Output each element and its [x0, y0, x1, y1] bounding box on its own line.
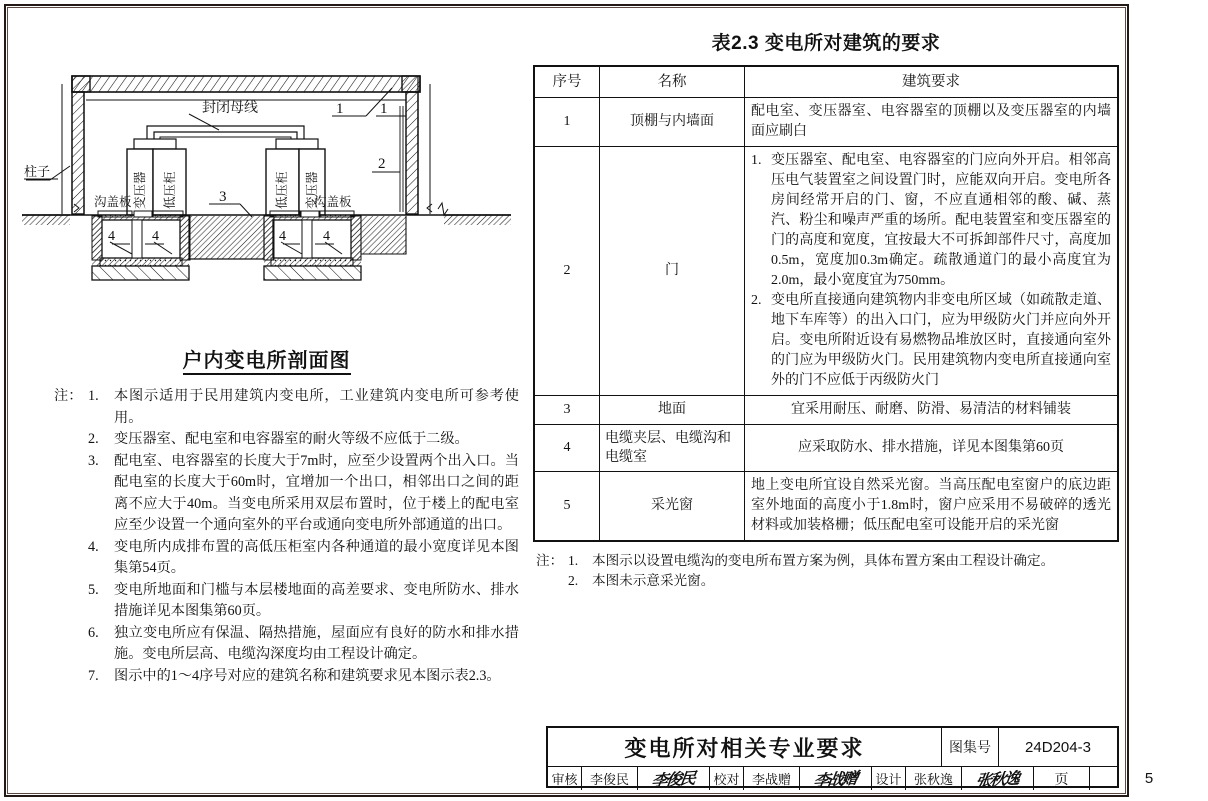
col-header-req: 建筑要求 [745, 66, 1119, 98]
cell-name: 电缆夹层、电缆沟和电缆室 [600, 425, 745, 472]
note-number: 4. [88, 538, 99, 555]
proofreader-signature [800, 767, 872, 790]
note-text: 变压器室、配电室和电容器室的耐火等级不应低于二级。 [114, 431, 469, 447]
drawing-title-text: 户内变电所剖面图 [183, 350, 351, 375]
label-cabinet-lv-right: 低压柜 [275, 171, 289, 209]
note-item [54, 537, 519, 580]
requirement-item-text: 变电所直接通向建筑物内非变电所区域（如疏散走道、地下车库等）的出入口门，应为甲级防火门并应向外开启。变电所附近设有易燃物品堆放区时，直接通向室外的门应为甲级防火门。民用建筑物内变电所直接通向室外的门不应低于丙级防火门 [771, 293, 1111, 388]
sheet-title: 变电所对相关专业要求 [548, 728, 942, 766]
callout-1a: 1 [336, 101, 344, 117]
note-item [536, 571, 1119, 591]
table-row [534, 98, 1118, 147]
role-label-proofread: 校对 [710, 767, 744, 790]
note-item [54, 386, 519, 429]
note-number: 7. [88, 667, 99, 684]
label-trench-cover-right: 沟盖板 [314, 195, 352, 209]
note-number: 2. [568, 573, 579, 588]
requirement-paragraph: 配电室、变压器室、电容器室的顶棚以及变压器室的内墙面应刷白 [751, 104, 1111, 139]
callout-4c: 4 [279, 229, 286, 244]
note-item [536, 551, 1119, 571]
drawing-title [14, 344, 519, 373]
label-trench-cover-left: 沟盖板 [94, 195, 132, 209]
cell-requirement [745, 147, 1119, 396]
note-item [54, 623, 519, 666]
page-number-value: 5 [1144, 770, 1154, 787]
right-column [533, 14, 1119, 591]
signature-glyph: 李俊民 [650, 770, 696, 791]
cell-name: 门 [600, 147, 745, 396]
note-number: 6. [88, 624, 99, 641]
label-cabinet-transformer-left: 变压器 [133, 171, 147, 209]
label-cabinet-transformer-right: 变压器 [305, 171, 319, 209]
callout-2: 2 [378, 156, 386, 172]
table-title: 表2.3 变电所对建筑的要求 [711, 33, 941, 54]
cell-no: 5 [534, 472, 600, 542]
section-drawing [14, 54, 519, 334]
cell-name: 地面 [600, 396, 745, 425]
note-item [54, 580, 519, 623]
designer-signature [962, 767, 1034, 790]
note-text: 本图示以设置电缆沟的变电所布置方案为例，具体布置方案由工程设计确定。 [592, 553, 1055, 568]
table-row [534, 425, 1118, 472]
signature-glyph: 李战赠 [812, 770, 858, 791]
table-notes-block [533, 551, 1119, 591]
proofreader-name: 李战赠 [744, 767, 800, 790]
callout-3: 3 [219, 189, 227, 205]
note-text: 配电室、电容器室的长度大于7m时，应至少设置两个出入口。当配电室的长度大于60m时，宜增加一个出口，相邻出口之间的距离不应大于40m。当变电所采用双层布置时，位于楼上的配电室应至少设置一个通向室外的平台或通向变电所外部通道的出口。 [114, 452, 519, 533]
note-item [54, 451, 519, 537]
reviewer-name: 李俊民 [582, 767, 638, 790]
title-block-bottom-row [548, 767, 1154, 791]
table-row [534, 472, 1118, 542]
callout-4b: 4 [152, 229, 159, 244]
note-text: 独立变电所应有保温、隔热措施，屋面应有良好的防水和排水措施。变电所层高、电缆沟深度均由工程设计确定。 [114, 624, 519, 662]
atlas-number-label: 图集号 [942, 728, 999, 766]
cell-no: 3 [534, 396, 600, 425]
cell-requirement [745, 472, 1119, 542]
table-notes-lead-label: 注： [536, 553, 564, 568]
col-header-name: 名称 [600, 66, 745, 98]
left-column [14, 14, 519, 774]
note-number: 5. [88, 581, 99, 598]
note-item [54, 429, 519, 451]
title-block-top-row [548, 728, 1117, 767]
callout-4d: 4 [323, 229, 330, 244]
requirement-paragraph: 地上变电所宜设自然采光窗。当高压配电室窗户的底边距室外地面的高度小于1.8m时，窗户应采用不易破碎的透光材料或加装格栅；低压配电室可设能开启的采光窗 [751, 478, 1111, 533]
left-notes-block [54, 386, 519, 687]
reviewer-signature [638, 767, 710, 790]
callout-4a: 4 [108, 229, 115, 244]
label-busbar: 封闭母线 [202, 99, 258, 115]
designer-name: 张秋逸 [906, 767, 962, 790]
note-text: 本图示适用于民用建筑内变电所，工业建筑内变电所可参考使用。 [114, 388, 519, 426]
note-number: 1. [568, 553, 579, 568]
signature-glyph: 张秋逸 [974, 770, 1020, 791]
label-cabinet-lv-left: 低压柜 [163, 171, 177, 209]
note-item [54, 666, 519, 688]
notes-lead-label: 注： [54, 388, 83, 404]
note-number: 3. [88, 452, 99, 469]
page-number-label: 页 [1034, 767, 1090, 790]
note-text: 图示中的1～4序号对应的建筑名称和建筑要求见本图示表2.3。 [114, 667, 501, 684]
cell-no: 2 [534, 147, 600, 396]
requirements-table [533, 65, 1119, 542]
role-label-design: 设计 [872, 767, 906, 790]
table-header-row [534, 66, 1118, 98]
note-text: 变电所地面和门槛与本层楼地面的高差要求、变电所防水、排水措施详见本图集第60页。 [114, 581, 519, 619]
table-row [534, 147, 1118, 396]
col-header-no: 序号 [534, 66, 600, 98]
cell-name: 采光窗 [600, 472, 745, 542]
callout-1b: 1 [380, 101, 388, 117]
cell-no: 4 [534, 425, 600, 472]
cell-requirement: 应采取防水、排水措施，详见本图集第60页 [745, 425, 1119, 472]
note-text: 本图未示意采光窗。 [592, 573, 715, 588]
cell-requirement [745, 98, 1119, 147]
requirement-item-number: 2. [751, 293, 762, 308]
cell-no: 1 [534, 98, 600, 147]
requirement-list-item [751, 291, 1111, 391]
cell-requirement: 宜采用耐压、耐磨、防滑、易清洁的材料铺装 [745, 396, 1119, 425]
atlas-number-value: 24D204-3 [1025, 738, 1091, 756]
label-column: 柱子 [24, 164, 51, 179]
title-block [546, 726, 1154, 791]
requirement-item-number: 1. [751, 153, 762, 168]
substation-section-drawing [14, 54, 519, 334]
requirement-list [751, 151, 1111, 391]
table-row [534, 396, 1118, 425]
note-number: 2. [88, 431, 99, 447]
note-number: 1. [88, 388, 99, 404]
note-text: 变电所内成排布置的高低压柜室内各种通道的最小宽度详见本图集第54页。 [114, 538, 519, 576]
requirement-item-text: 变压器室、配电室、电容器室的门应向外开启。相邻高压电气装置室之间设置门时，应能双向开启。变电所各房间经常开启的门、窗，不应直通相邻的酸、碱、蒸汽、粉尘和噪声严重的场所。配电装置室和变压器室的门的高度和宽度，宜按最大不可拆卸部件尺寸，高度加0.5m，宽度加0.3m确定。疏散通道门的最小高度宜为2.0m，最小宽度宜为750mm。 [771, 153, 1111, 288]
requirement-list-item [751, 151, 1111, 291]
role-label-review: 审核 [548, 767, 582, 790]
cell-name: 顶棚与内墙面 [600, 98, 745, 147]
